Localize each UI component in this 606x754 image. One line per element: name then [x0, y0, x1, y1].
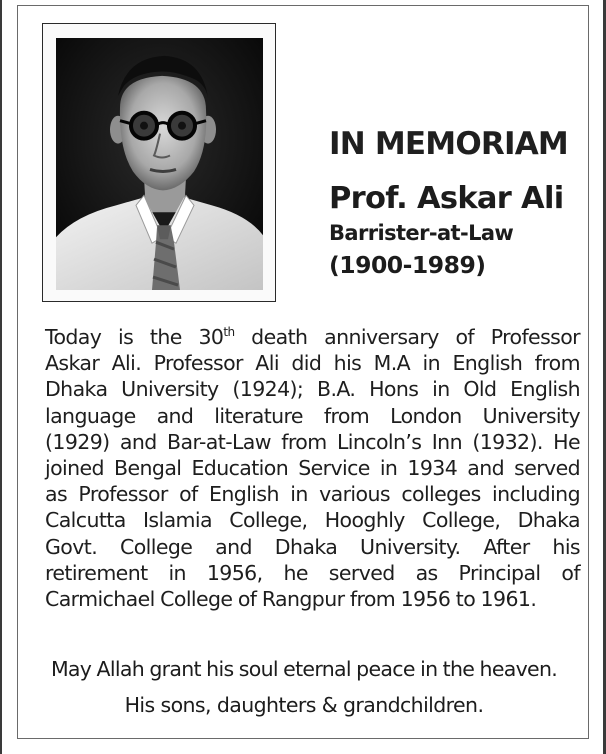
- memorial-notice: [17, 5, 589, 739]
- header-block: [329, 126, 589, 280]
- body-line: Carmichael College of Rangpur from 1956 to 1961.: [45, 587, 537, 612]
- body-line: joined Bengal Education Service in 1934 and served: [45, 456, 580, 481]
- portrait-photo: [56, 38, 263, 290]
- body-line-text: death anniversary of Professor: [234, 325, 580, 349]
- deceased-title: Barrister-at-Law: [329, 221, 514, 245]
- biography-paragraph: [45, 324, 580, 612]
- body-line: Askar Ali. Professor Ali did his M.A in English from: [45, 351, 580, 376]
- memoriam-heading: IN MEMORIAM: [329, 126, 568, 162]
- ordinal-suffix: th: [223, 325, 235, 339]
- body-line: language and literature from London University: [45, 403, 580, 428]
- portrait-frame: [42, 23, 276, 302]
- body-line-text: Today is the 30: [45, 325, 224, 349]
- body-line: Calcutta Islamia College, Hooghly College, Dhaka: [45, 508, 580, 533]
- body-line: [45, 324, 580, 350]
- deceased-name: Prof. Askar Ali: [329, 181, 564, 216]
- life-years: (1900-1989): [329, 251, 486, 279]
- body-line: (1929) and Bar-at-Law from Lincoln’s Inn (1932). He: [45, 429, 580, 454]
- body-line: Govt. College and Dhaka University. After his: [45, 534, 580, 559]
- body-line: as Professor of English in various colleges including: [45, 482, 580, 507]
- page-edge-left: [0, 0, 2, 754]
- body-line: retirement in 1956, he served as Principal of: [45, 560, 580, 585]
- family-signoff: His sons, daughters & grandchildren.: [124, 693, 484, 717]
- prayer-line: May Allah grant his soul eternal peace in the heaven.: [50, 657, 558, 681]
- body-line: Dhaka University (1924); B.A. Hons in Old English: [45, 377, 580, 402]
